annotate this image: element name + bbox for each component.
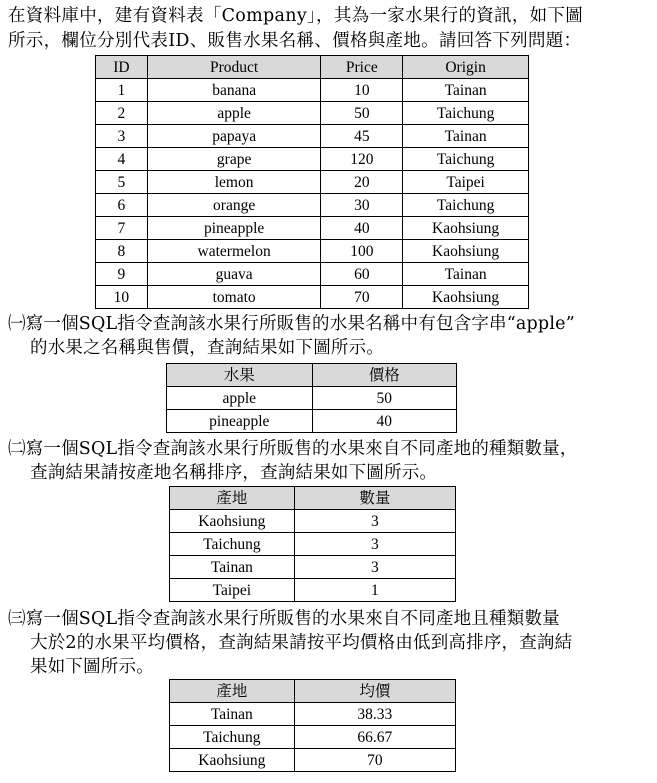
table-row (96, 125, 529, 148)
cell-origin: Tainan (403, 79, 529, 102)
cell-price: 50 (312, 387, 456, 410)
question-2 (8, 437, 649, 485)
cell-id: 9 (96, 263, 148, 286)
question-3-line-2: 大於2的水果平均價格，查詢結果請按平均價格由低到高排序，查詢結 (30, 633, 573, 653)
question-2-line-1: ㈡寫一個SQL指令查詢該水果行所販售的水果來自不同產地的種類數量， (8, 439, 578, 459)
cell-origin: Taipei (403, 171, 529, 194)
column-header-price: Price (321, 56, 403, 79)
cell-product: orange (147, 194, 321, 217)
cell-product: pineapple (147, 217, 321, 240)
cell-id: 10 (96, 286, 148, 309)
cell-origin: Tainan (403, 263, 529, 286)
cell-product: grape (147, 148, 321, 171)
cell-id: 1 (96, 79, 148, 102)
table-row (96, 171, 529, 194)
cell-id: 5 (96, 171, 148, 194)
intro-line-1: 在資料庫中，建有資料表「Company」，其為一家水果行的資訊，如下圖 (8, 6, 584, 26)
result-2-header-row (170, 487, 456, 510)
cell-origin: Tainan (170, 556, 295, 579)
table-row (96, 286, 529, 309)
cell-product: apple (147, 102, 321, 125)
table-row (170, 533, 456, 556)
table-row (96, 102, 529, 125)
question-3-line-3: 果如下圖所示。 (30, 657, 154, 677)
cell-fruit: apple (167, 387, 313, 410)
cell-price: 30 (321, 194, 403, 217)
cell-average-price: 66.67 (294, 726, 455, 749)
cell-origin: Taichung (170, 726, 295, 749)
company-table-header-row (96, 56, 529, 79)
cell-count: 3 (294, 556, 455, 579)
cell-price: 45 (321, 125, 403, 148)
cell-price: 10 (321, 79, 403, 102)
cell-origin: Kaohsiung (170, 510, 295, 533)
cell-fruit: pineapple (167, 410, 313, 433)
cell-origin: Kaohsiung (403, 286, 529, 309)
question-1-line-1: ㈠寫一個SQL指令查詢該水果行所販售的水果名稱中有包含字串“apple” (8, 314, 575, 334)
cell-origin: Taichung (170, 533, 295, 556)
cell-origin: Tainan (403, 125, 529, 148)
question-1-line-2: 的水果之名稱與售價，查詢結果如下圖所示。 (30, 338, 384, 358)
cell-origin: Kaohsiung (403, 217, 529, 240)
cell-id: 4 (96, 148, 148, 171)
cell-origin: Kaohsiung (170, 749, 295, 772)
cell-price: 50 (321, 102, 403, 125)
column-header-price: 價格 (312, 364, 456, 387)
question-1 (8, 312, 649, 360)
cell-count: 3 (294, 533, 455, 556)
cell-average-price: 38.33 (294, 703, 455, 726)
cell-origin: Taichung (403, 102, 529, 125)
table-row (170, 726, 456, 749)
company-table (95, 55, 529, 309)
cell-id: 8 (96, 240, 148, 263)
result-table-3 (169, 679, 456, 772)
cell-id: 2 (96, 102, 148, 125)
cell-average-price: 70 (294, 749, 455, 772)
table-row (96, 79, 529, 102)
intro-paragraph (8, 4, 649, 54)
cell-product: papaya (147, 125, 321, 148)
result-1-header-row (167, 364, 457, 387)
cell-origin: Taichung (403, 194, 529, 217)
table-row (96, 240, 529, 263)
cell-price: 120 (321, 148, 403, 171)
table-row (170, 510, 456, 533)
cell-origin: Kaohsiung (403, 240, 529, 263)
result-table-2 (169, 486, 456, 602)
table-row (96, 263, 529, 286)
cell-product: guava (147, 263, 321, 286)
cell-product: watermelon (147, 240, 321, 263)
table-row (96, 148, 529, 171)
table-row (167, 410, 457, 433)
cell-count: 3 (294, 510, 455, 533)
table-row (167, 387, 457, 410)
cell-price: 20 (321, 171, 403, 194)
cell-price: 60 (321, 263, 403, 286)
column-header-origin: 產地 (170, 487, 295, 510)
cell-id: 3 (96, 125, 148, 148)
cell-id: 7 (96, 217, 148, 240)
table-row (170, 749, 456, 772)
cell-id: 6 (96, 194, 148, 217)
cell-price: 100 (321, 240, 403, 263)
result-3-header-row (170, 680, 456, 703)
cell-product: tomato (147, 286, 321, 309)
cell-origin: Taipei (170, 579, 295, 602)
column-header-product: Product (147, 56, 321, 79)
cell-count: 1 (294, 579, 455, 602)
table-row (170, 556, 456, 579)
column-header-fruit: 水果 (167, 364, 313, 387)
table-row (170, 703, 456, 726)
cell-price: 40 (312, 410, 456, 433)
table-row (170, 579, 456, 602)
column-header-origin: Origin (403, 56, 529, 79)
cell-price: 70 (321, 286, 403, 309)
column-header-average-price: 均價 (294, 680, 455, 703)
question-3 (8, 607, 649, 679)
column-header-count: 數量 (294, 487, 455, 510)
table-row (96, 217, 529, 240)
cell-product: lemon (147, 171, 321, 194)
question-2-line-2: 查詢結果請按產地名稱排序，查詢結果如下圖所示。 (30, 463, 438, 483)
column-header-id: ID (96, 56, 148, 79)
intro-line-2: 所示，欄位分別代表ID、販售水果名稱、價格與產地。請回答下列問題： (8, 31, 582, 51)
table-row (96, 194, 529, 217)
cell-product: banana (147, 79, 321, 102)
cell-origin: Tainan (170, 703, 295, 726)
result-table-1 (166, 363, 457, 433)
cell-price: 40 (321, 217, 403, 240)
cell-origin: Taichung (403, 148, 529, 171)
column-header-origin: 產地 (170, 680, 295, 703)
question-3-line-1: ㈢寫一個SQL指令查詢該水果行所販售的水果來自不同產地且種類數量 (8, 609, 560, 629)
